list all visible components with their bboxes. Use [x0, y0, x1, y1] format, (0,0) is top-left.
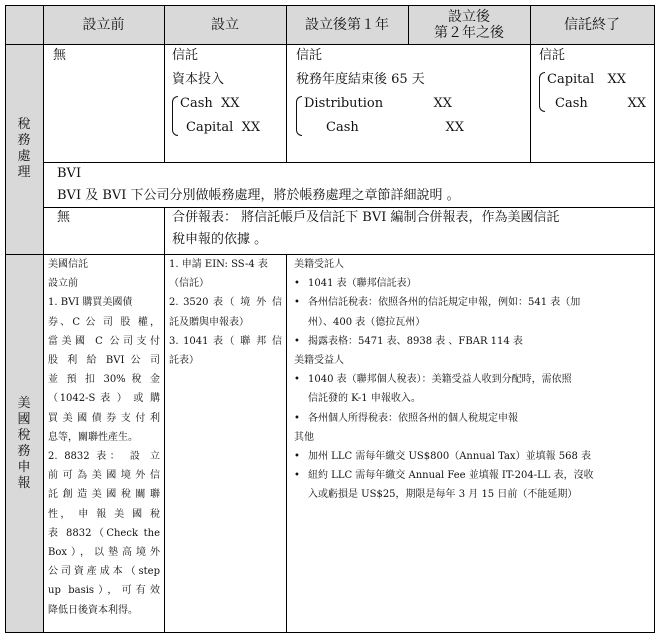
establish-journal-entry [172, 92, 280, 140]
text-line: （1042-S 表 ） 或 購 [48, 393, 160, 405]
journal-amount: XX [433, 96, 452, 111]
header-pre-label: 設立前 [82, 16, 125, 33]
bullet-text [308, 370, 640, 408]
bullet-icon: • [294, 451, 300, 463]
terminate-journal-entry [539, 68, 646, 116]
consolidated-pre-none: 無 [57, 210, 71, 225]
text-line: 當美國 C 公司支付 [48, 335, 160, 347]
text-line: 託表） [169, 355, 199, 367]
side-char: 務 [17, 443, 31, 459]
journal-account: Cash [555, 96, 588, 111]
text-line: 2. 8832 表： 設 立 [48, 451, 160, 463]
bullet-icon: • [294, 412, 300, 424]
text-line: 並 預 扣 30% 稅 金 [48, 374, 160, 386]
text-line: 3. 1041 表（ 聯 邦 信 [169, 335, 282, 347]
grantor-title: 美籍受託人 [294, 259, 344, 270]
journal-amount: XX [607, 72, 626, 87]
text-line: 2. 3520 表（ 境 外 信 [169, 297, 282, 309]
text-line: 前可為美國境外信 [48, 470, 160, 482]
side-char: 申 [17, 459, 31, 475]
bullet-icon: • [294, 335, 300, 347]
journal-account: Distribution [304, 96, 384, 111]
bullet-icon: • [294, 297, 300, 309]
text-line: 1. 申請 EIN: SS-4 表 [169, 259, 268, 270]
tax-pre-none: 無 [53, 48, 67, 63]
header-year1-label: 設立後第１年 [305, 16, 389, 33]
text-line: 股 利 給 BVI 公 司 [48, 355, 160, 367]
bullet-text [308, 447, 640, 466]
text-line: 降低日後資本利得。 [48, 604, 138, 616]
bullet-icon: • [294, 278, 300, 290]
bullet-text [308, 274, 640, 293]
consolidated-report-cell [164, 207, 654, 254]
side-char: 稅 [17, 117, 31, 132]
journal-account: Cash [326, 120, 359, 135]
text-line: 公司資產成本（step [48, 566, 160, 578]
bullet-item [294, 409, 640, 428]
text-line: 1. BVI 購買美國債 [48, 297, 133, 309]
consolidated-text-line2: 稅申報的依據 。 [172, 232, 268, 247]
bullet-text [308, 409, 640, 428]
side-char: 處 [17, 149, 31, 164]
header-year2-line2: 第２年之後 [434, 24, 504, 41]
bullet-text [308, 293, 640, 331]
tax-terminate-cell [530, 44, 654, 162]
bullet-text-line: 各州個人所得稅表：依照各州的個人稅規定申報 [308, 412, 518, 424]
side-char: 報 [17, 475, 31, 491]
journal-account: Cash [180, 96, 213, 111]
establish-sub: 資本投入 [172, 72, 225, 87]
consolidated-text-line1: 合併報表： 將信託帳戶及信託下 BVI 編制合併報表，作為美國信託 [172, 210, 560, 225]
bvi-description: BVI 及 BVI 下公司分別做帳務處理，將於帳務處理之章節詳細說明 。 [57, 188, 460, 203]
terminate-title: 信託 [539, 48, 566, 63]
header-establish [164, 5, 286, 44]
other-list [294, 447, 640, 505]
side-char: 理 [17, 165, 31, 180]
bullet-text-line: 各州信託稅表：依照各州的信託規定申報，例如：541 表（加 [308, 297, 581, 309]
side-label-us-tax-filing [5, 254, 43, 633]
bullet-text-line: 紐約 LLC 需每年繳交 Annual Fee 並填報 IT-204-LL 表，沒收 [308, 470, 594, 482]
beneficiary-list [294, 370, 640, 428]
side-char: 稅 [17, 427, 31, 443]
side-char: 美 [17, 395, 31, 411]
bvi-title: BVI [57, 166, 82, 181]
header-blank [5, 5, 43, 44]
bullet-icon: • [294, 470, 300, 482]
us-pre-establish-cell [43, 254, 164, 633]
establish-title: 信託 [172, 48, 199, 63]
side-label-tax-processing [5, 44, 43, 254]
journal-account: Capital [547, 72, 595, 87]
header-terminate-label: 信託終了 [564, 16, 620, 33]
year1-title: 信託 [296, 48, 323, 63]
journal-amount: XX [241, 120, 261, 135]
bullet-text-line: 信託發的 K-1 申報收入。 [308, 393, 421, 405]
journal-amount: XX [627, 96, 646, 111]
text-line: 美國信託 [48, 259, 88, 270]
year1-sub: 稅務年度結束後 65 天 [296, 72, 425, 87]
bullet-text-line: 加州 LLC 需每年繳交 US$800（Annual Tax）並填報 568 表 [308, 451, 592, 463]
text-line: 表 8832（Check the [48, 527, 160, 539]
text-line: 設立前 [48, 278, 78, 290]
text-line: 性， 申 報 美 國 稅 [48, 508, 160, 520]
bullet-text-line: 入或虧損是 US$25，期限是每年 3 月 15 日前（不能延期） [308, 489, 578, 501]
beneficiary-title: 美籍受益人 [294, 355, 344, 367]
text-line: 券、C 公 司 股 權， [48, 316, 160, 328]
bullet-item [294, 466, 640, 504]
bullet-item [294, 293, 640, 331]
header-terminate [530, 5, 654, 44]
disclosure-text: 揭露表格：5471 表、8938 表 、FBAR 114 表 [308, 335, 523, 347]
text-line: （信託） [169, 278, 209, 290]
tax-establish-cell [164, 44, 286, 162]
us-post-establish-cell [286, 254, 654, 633]
bullet-text [308, 466, 640, 504]
bullet-item [294, 370, 640, 408]
bullet-item [294, 274, 640, 293]
text-line: 息等，關聯性產生。 [48, 431, 138, 443]
header-year2 [408, 5, 530, 44]
bullet-text-line: 1040 表（聯邦個人稅表）：美籍受益人收到分配時，需依照 [308, 374, 572, 386]
consolidated-pre-cell [43, 207, 164, 254]
journal-account: Capital [186, 120, 234, 135]
tax-pre-cell [43, 44, 164, 162]
bullet-text-line: 1041 表（聯邦信託表） [308, 278, 417, 290]
bullet-item [294, 447, 640, 466]
journal-amount: XX [221, 96, 240, 111]
header-year2-line1: 設立後 [448, 8, 490, 25]
us-establish-text [169, 255, 282, 370]
side-char: 務 [17, 133, 31, 148]
bullet-icon: • [294, 374, 300, 386]
other-title: 其他 [294, 431, 314, 443]
year1-journal-entry [296, 92, 464, 140]
text-line: 買美國債券支付利 [48, 412, 160, 424]
header-establish-label: 設立 [211, 16, 239, 33]
text-line: 託創造美國稅關聯 [48, 489, 160, 501]
bvi-row [43, 162, 654, 207]
grantor-list [294, 274, 640, 332]
us-pre-establish-text [48, 255, 160, 620]
text-line: 託及贈與申報表） [169, 316, 249, 328]
tax-year1-cell [286, 44, 530, 162]
side-char: 國 [17, 411, 31, 427]
us-establish-cell [164, 254, 286, 633]
header-pre-establish [43, 5, 164, 44]
journal-amount: XX [445, 120, 464, 135]
bullet-text-line: 州）、400 表（德拉瓦州） [308, 316, 426, 328]
text-line: Box），以墊高境外 [48, 547, 160, 559]
header-year1 [286, 5, 408, 44]
text-line: up basis），可有效 [48, 585, 160, 597]
disclosure-item [294, 332, 640, 351]
